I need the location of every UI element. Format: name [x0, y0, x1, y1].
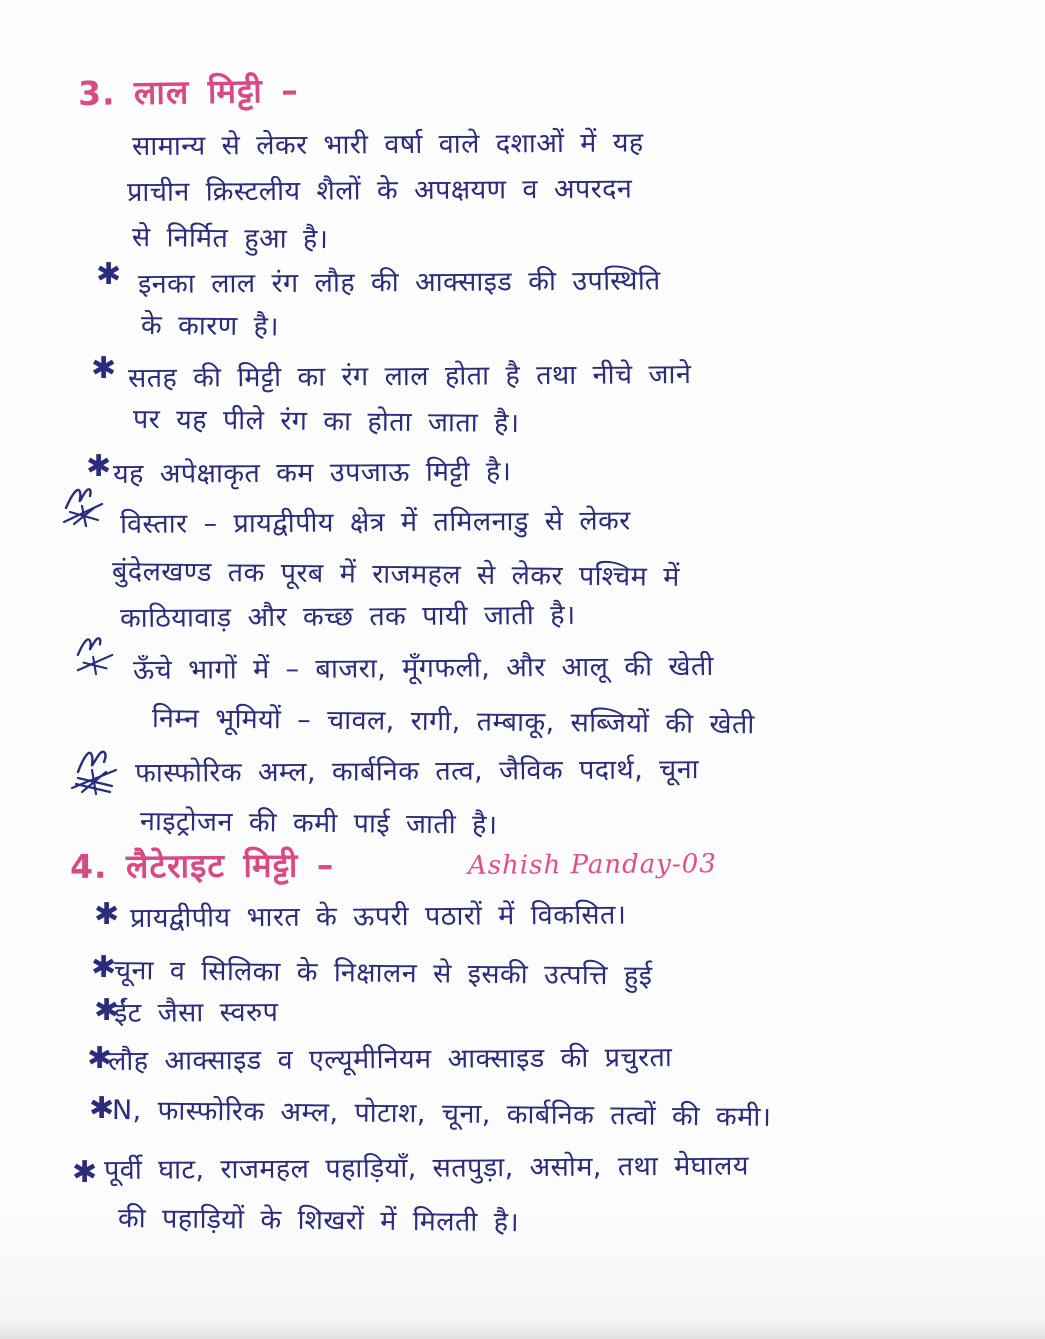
handwritten-line: इनका लाल रंग लौह की आक्साइड की उपस्थिति — [137, 265, 661, 300]
handwritten-line: की पहाड़ियों के शिखरों में मिलती है। — [117, 1203, 520, 1239]
scan-edge-shadow — [0, 1323, 1045, 1339]
section-heading-laterite-soil: 4. लैटेराइट मिट्टी – — [69, 845, 335, 886]
intro-line: से निर्मित हुआ है। — [131, 222, 329, 256]
asterisk-marker-icon: ✱ — [89, 1091, 115, 1126]
intro-line: प्राचीन क्रिस्टलीय शैलों के अपक्षयण व अपरदन — [126, 173, 633, 208]
handwritten-line: विस्तार – प्रायद्वीपीय क्षेत्र में तमिलनाडु से लेकर — [119, 505, 631, 540]
section-heading-red-soil: 3. लाल मिट्टी – — [77, 70, 300, 113]
handwritten-line: पर यह पीले रंग का होता जाता है। — [132, 404, 520, 440]
handwritten-line: के कारण है। — [140, 310, 280, 343]
handwritten-line: निम्न भूमियों – चावल, रागी, तम्बाकू, सब्जियों की खेती — [151, 703, 755, 741]
imp-scribble-icon — [62, 482, 108, 528]
asterisk-marker-icon: ✱ — [87, 1041, 113, 1076]
asterisk-marker-icon: ✱ — [94, 993, 120, 1028]
handwritten-line: प्रायद्वीपीय भारत के ऊपरी पठारों में विकसित। — [129, 899, 627, 934]
handwritten-line: नाइट्रोजन की कमी पाई जाती है। — [139, 806, 498, 841]
asterisk-marker-icon: ✱ — [72, 1155, 98, 1190]
handwritten-line: काठियावाड़ और कच्छ तक पायी जाती है। — [119, 599, 576, 634]
author-annotation: Ashish Panday-03 — [467, 849, 717, 881]
imp-scribble-icon — [70, 744, 120, 796]
asterisk-marker-icon: ✱ — [91, 351, 117, 386]
handwritten-line: ईंट जैसा स्वरुप — [113, 996, 279, 1029]
handwritten-line: फास्फोरिक अम्ल, कार्बनिक तत्व, जैविक पदार्थ, चूना — [134, 754, 700, 789]
asterisk-marker-icon: ✱ — [94, 897, 120, 932]
handwritten-line: बुंदेलखण्ड तक पूरब में राजमहल से लेकर पश्चिम में — [111, 556, 680, 593]
handwritten-line: लौह आक्साइड व एल्यूमीनियम आक्साइड की प्रचुरता — [107, 1042, 673, 1077]
asterisk-marker-icon: ✱ — [96, 257, 122, 292]
handwritten-line: N, फास्फोरिक अम्ल, पोटाश, चूना, कार्बनिक तत्वों की कमी। — [111, 1095, 772, 1133]
imp-scribble-icon — [74, 632, 118, 676]
asterisk-marker-icon: ✱ — [86, 449, 112, 484]
handwritten-line: सतह की मिट्टी का रंग लाल होता है तथा नीचे जाने — [127, 359, 692, 394]
asterisk-marker-icon: ✱ — [91, 950, 117, 985]
handwritten-line: यह अपेक्षाकृत कम उपजाऊ मिट्टी है। — [112, 456, 512, 490]
handwritten-line: पूर्वी घाट, राजमहल पहाड़ियाँ, सतपुड़ा, असोम, तथा मेघालय — [103, 1150, 749, 1186]
handwritten-line: ऊँचे भागों में – बाजरा, मूँगफली, और आलू की खेती — [132, 650, 714, 686]
intro-line: सामान्य से लेकर भारी वर्षा वाले दशाओं में यह — [131, 127, 644, 162]
handwritten-line: चूना व सिलिका के निक्षालन से इसकी उत्पत्ति हुई — [113, 955, 653, 992]
